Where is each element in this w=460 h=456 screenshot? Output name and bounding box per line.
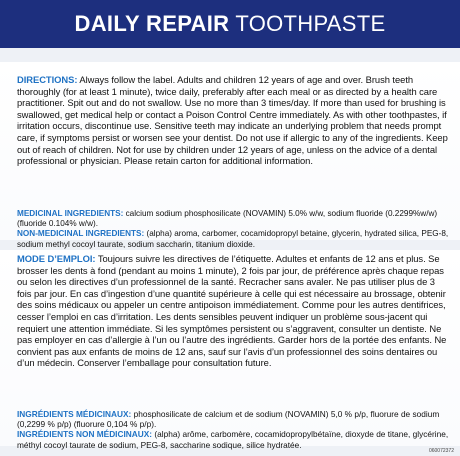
french-panel (0, 250, 460, 450)
english-medicinal-label: MEDICINAL INGREDIENTS: (17, 209, 124, 218)
french-directions-text: Toujours suivre les directives de l’étiquette. Adultes et enfants de 12 ans et plus. Se brosser les dents à fond (pendant au moins 1 minute), 2 fois par jour, de préférence après chaque repas ou selon les directives d’un professionnel de la santé. Recracher sans avaler. Ne pas utiliser plus de 3 fois par jour. En cas d’ingestion d’une quantité supérieure à celle qui est nécessaire au brossage, obtenir des soins médicaux ou appeler un centre antipoison immédiatement. Comme pour les autres dentifrices, cesser l’emploi en cas d’irritation. Les dents sensibles peuvent indiquer un problème sous-jacent qui requiert une attention immédiate. Si les symptômes persistent ou s’aggravent, consulter un dentiste. Ne pas employer en cas d’allergie à l’un ou l’autre des ingrédients. Garder hors de la portée des enfants. Ne convient pas aux enfants de moins de 12 ans, sauf sur l’avis d’un professionnel des soins dentaires ou d’un médecin. Conserver l’emballage pour consultation future. (17, 253, 447, 369)
french-ingredients (17, 409, 449, 450)
english-medicinal-text: calcium sodium phosphosilicate (NOVAMIN) 5.0% w/w, sodium fluoride (0.2299%w/w) (fluoride 0.104% w/w). (17, 209, 438, 229)
english-directions-label: DIRECTIONS: (17, 74, 78, 85)
french-directions (17, 253, 449, 369)
french-non-medicinal-text: (alpha) arôme, carbomère, cocamidopropylbétaïne, dioxyde de titane, glycérine, méthyl cocoyl taurate de sodium, PEG-8, saccharine sodique, silice hydratée. (17, 429, 449, 450)
header-banner (0, 0, 460, 48)
product-code: 060072372 (428, 448, 454, 454)
french-non-medicinal-label: INGRÉDIENTS NON MÉDICINAUX: (17, 429, 153, 440)
title-bold: DAILY REPAIR (74, 11, 230, 36)
french-medicinal (17, 409, 449, 429)
english-non-medicinal (17, 229, 449, 249)
english-panel (0, 62, 460, 249)
english-non-medicinal-text: (alpha) aroma, carbomer, cocamidopropyl betaine, glycerin, hydrated silica, PEG-8, sodium methyl cocoyl taurate, sodium saccharin, titanium dioxide. (17, 229, 449, 249)
french-directions-label: MODE D’EMPLOI: (17, 253, 96, 264)
english-ingredients (17, 209, 449, 250)
page-title (75, 11, 386, 37)
title-light: TOOTHPASTE (235, 11, 386, 36)
english-non-medicinal-label: NON-MEDICINAL INGREDIENTS: (17, 229, 145, 239)
french-medicinal-label: INGRÉDIENTS MÉDICINAUX: (17, 409, 132, 419)
english-directions (17, 74, 449, 167)
english-directions-text: Always follow the label. Adults and children 12 years of age and over. Brush teeth thoroughly (for at least 1 minute), twice daily, preferably after each meal or as directed by a health care practitioner. Spit out and do not swallow. Use no more than 3 times/day. If more than used for brushing is swallowed, get medical help or contact a Poison Control Centre immediately. As with other toothpastes, if irritation occurs, discontinue use. Sensitive teeth may indicate an underlying problem that needs prompt care, if symptoms persist or worsen see your dentist. Do not use if allergic to any of the ingredients. Keep out of reach of children. Not for use by children under 12 years of age, unless on the advice of a dental professional or physician. Please retain carton for additional information. (17, 74, 448, 167)
english-medicinal (17, 209, 449, 229)
french-medicinal-text: phosphosilicate de calcium et de sodium (NOVAMIN) 5,0 % p/p, fluorure de sodium (0,2299 % p/p) (fluorure 0,104 % p/p). (17, 409, 440, 430)
french-non-medicinal (17, 429, 449, 449)
